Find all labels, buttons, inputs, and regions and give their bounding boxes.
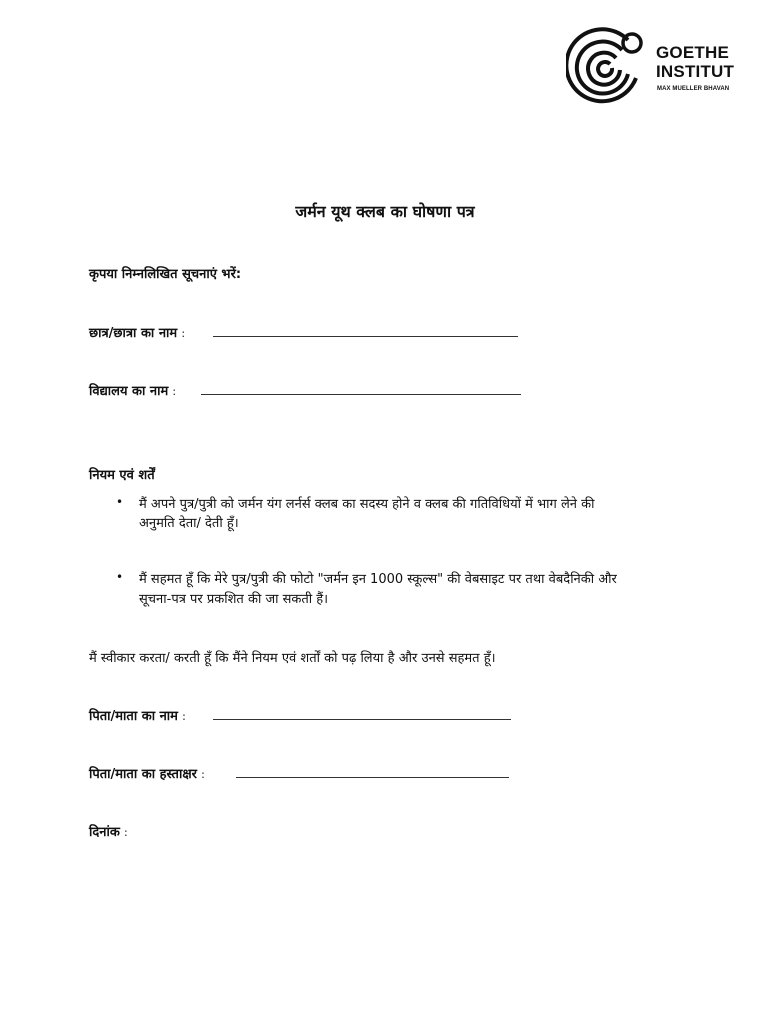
date-label: दिनांक [89, 825, 120, 840]
goethe-institut-logo [566, 26, 746, 106]
parent-name-row [89, 706, 186, 724]
date-row [89, 822, 128, 840]
bullet-icon: • [116, 570, 124, 584]
parent-name-separator: : [182, 710, 186, 723]
school-name-field[interactable] [201, 394, 521, 395]
parent-signature-row [89, 764, 205, 782]
date-separator: : [123, 826, 128, 839]
student-name-separator: : [181, 327, 186, 340]
parent-signature-label: पिता/माता का हस्ताक्षर [89, 767, 197, 782]
rule-1-line-2: अनुमति देता/ देती हूँ। [139, 516, 239, 531]
declaration-statement: मैं स्वीकार करता/ करती हूँ कि मैंने नियम एवं शर्तों को पढ़ लिया है और उनसे सहमत हूँ। [89, 651, 496, 666]
parent-signature-field[interactable] [236, 777, 509, 778]
rule-1-line-1: मैं अपने पुत्र/पुत्री को जर्मन यंग लर्नर्स क्लब का सदस्य होने व क्लब की गतिविधियों में भाग लेने की [139, 497, 595, 512]
student-name-row [89, 323, 185, 341]
form-title: जर्मन यूथ क्लब का घोषणा पत्र [295, 202, 475, 221]
logo-subtitle: MAX MUELLER BHAVAN [657, 86, 730, 92]
parent-signature-separator: : [201, 768, 205, 781]
rules-heading: नियम एवं शर्तें [89, 468, 155, 483]
rule-2-line-1: मैं सहमत हूँ कि मेरे पुत्र/पुत्री की फोटो "जर्मन इन 1000 स्कूल्स" की वेबसाइट पर तथा वेबदैनिकी और [139, 572, 617, 587]
logo-word-goethe: GOETHE [656, 43, 729, 62]
school-name-label: विद्यालय का नाम [89, 384, 169, 399]
school-name-row [89, 381, 176, 399]
instructions-text: कृपया निम्नलिखित सूचनाएं भरें: [89, 267, 242, 282]
school-name-separator: : [172, 385, 177, 398]
rule-2-line-2: सूचना-पत्र पर प्रकशित की जा सकती हैं। [139, 592, 329, 607]
parent-name-label: पिता/माता का नाम [89, 709, 178, 724]
bullet-icon: • [116, 495, 124, 509]
logo-word-institut: INSTITUT [656, 62, 735, 81]
student-name-label: छात्र/छात्रा का नाम [89, 326, 178, 341]
student-name-field[interactable] [213, 336, 518, 337]
parent-name-field[interactable] [213, 719, 511, 720]
goethe-swirl-icon [566, 26, 652, 106]
